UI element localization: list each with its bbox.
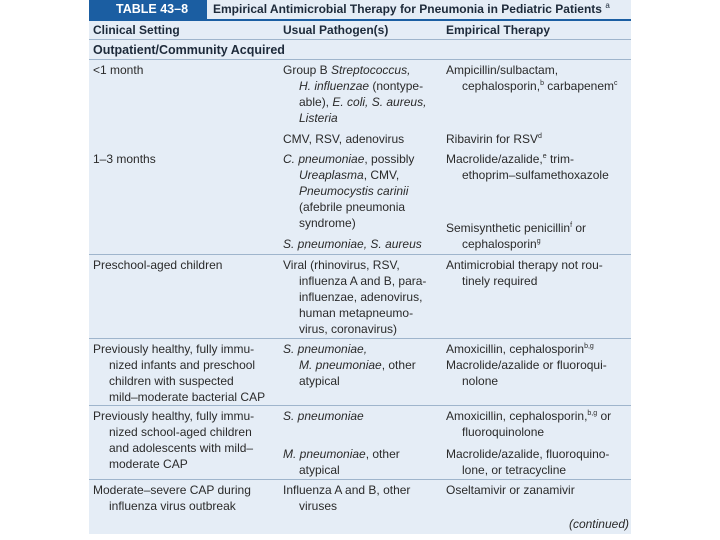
- column-header-setting: Clinical Setting: [93, 23, 180, 37]
- pathogen-text: atypical: [299, 374, 340, 388]
- therapy-cell: [446, 151, 609, 183]
- pathogen-text: viruses: [299, 499, 338, 513]
- pathogen-text: C. pneumoniae: [283, 152, 365, 166]
- table-title-text: Empirical Antimicrobial Therapy for Pneumonia in Pediatric Patients: [213, 2, 602, 16]
- setting-text: nized infants and preschool: [109, 358, 256, 372]
- column-header-pathogen: Usual Pathogen(s): [283, 23, 389, 37]
- continued-note: (continued): [568, 517, 629, 531]
- therapy-text: Ribavirin for RSV: [446, 132, 539, 146]
- row-divider: [89, 338, 631, 339]
- pathogen-cell: [283, 408, 364, 424]
- pathogen-text: virus, coronavirus): [299, 322, 398, 336]
- setting-cell: [93, 482, 251, 514]
- therapy-text: nolone: [462, 374, 499, 388]
- setting-text: children with suspected: [109, 374, 234, 388]
- therapy-text: Amoxicillin, cephalosporin,: [446, 409, 588, 423]
- pathogen-text: (afebrile pneumonia: [299, 200, 406, 214]
- pathogen-cell: [283, 341, 416, 389]
- setting-text: moderate CAP: [109, 457, 188, 471]
- setting-cell: 1–3 months: [93, 152, 156, 166]
- therapy-text: lone, or tetracycline: [462, 463, 567, 477]
- pathogen-text: Ureaplasma: [299, 168, 364, 182]
- pathogen-text: (nontype-: [369, 79, 424, 93]
- setting-text: and adolescents with mild–: [109, 441, 254, 455]
- row-divider: [89, 39, 631, 40]
- pathogen-text: , possibly: [364, 152, 415, 166]
- pathogen-cell: [283, 482, 410, 514]
- pathogen-cell: CMV, RSV, adenovirus: [283, 132, 405, 146]
- pathogen-text: Streptococcus,: [331, 63, 411, 77]
- pathogen-text: human metapneumo-: [299, 306, 414, 320]
- therapy-text: Ampicillin/sulbactam,: [446, 63, 559, 77]
- footnote-mark: b,g: [587, 410, 598, 417]
- therapy-text: Amoxicillin, cephalosporin: [446, 342, 585, 356]
- setting-text: Previously healthy, fully immu-: [93, 409, 255, 423]
- pathogen-text: influenzae, adenovirus,: [299, 290, 423, 304]
- therapy-text: tinely required: [462, 274, 538, 288]
- therapy-text: Macrolide/azalide,: [446, 152, 543, 166]
- pathogen-text: M. pneumoniae: [283, 447, 366, 461]
- setting-cell: Preschool-aged children: [93, 258, 223, 272]
- table-number: TABLE 43–8: [89, 0, 207, 19]
- pediatric-pneumonia-table: [89, 0, 631, 534]
- pathogen-cell: [283, 151, 414, 231]
- pathogen-text: Listeria: [299, 111, 338, 125]
- therapy-text: or: [597, 409, 612, 423]
- therapy-cell: [446, 62, 618, 94]
- footnote-mark: c: [614, 80, 618, 87]
- therapy-text: fluoroquinolone: [462, 425, 545, 439]
- therapy-cell: Oseltamivir or zanamivir: [446, 483, 575, 497]
- setting-cell: [93, 408, 254, 472]
- pathogen-text: S. pneumoniae,: [283, 342, 368, 356]
- section-heading: Outpatient/Community Acquired: [93, 43, 285, 57]
- therapy-text: cephalosporin: [462, 237, 537, 251]
- therapy-cell: [446, 257, 603, 289]
- therapy-cell: [446, 408, 611, 440]
- pathogen-text: , CMV,: [363, 168, 400, 182]
- therapy-text: or: [572, 221, 587, 235]
- table-title: [213, 0, 610, 19]
- therapy-cell: [446, 341, 607, 389]
- pathogen-text: Pneumocystis carinii: [299, 184, 409, 198]
- row-divider: [89, 405, 631, 406]
- pathogen-text: H. influenzae: [299, 79, 370, 93]
- column-header-therapy: Empirical Therapy: [446, 23, 551, 37]
- setting-text: influenza virus outbreak: [109, 499, 236, 513]
- setting-cell: <1 month: [93, 63, 144, 77]
- pathogen-text: syndrome): [299, 216, 356, 230]
- therapy-text: trim-: [546, 152, 574, 166]
- therapy-cell: [446, 131, 542, 147]
- pathogen-text: Viral (rhinovirus, RSV,: [283, 258, 400, 272]
- pathogen-text: S. pneumoniae: [283, 409, 364, 423]
- therapy-cell: [446, 220, 586, 252]
- pathogen-cell: [283, 62, 426, 126]
- setting-text: Moderate–severe CAP during: [93, 483, 251, 497]
- pathogen-text: E. coli, S. aureus,: [332, 95, 427, 109]
- pathogen-text: M. pneumoniae: [299, 358, 382, 372]
- footnote-mark: g: [536, 238, 541, 245]
- therapy-text: Macrolide/azalide or fluoroqui-: [446, 358, 607, 372]
- footnote-mark: b: [540, 80, 544, 87]
- therapy-text: cephalosporin,: [462, 79, 541, 93]
- setting-cell: [93, 341, 265, 405]
- pathogen-text: Group B: [283, 63, 332, 77]
- footnote-mark: b,g: [584, 343, 594, 350]
- therapy-text: ethoprim–sulfamethoxazole: [462, 168, 609, 182]
- pathogen-cell: [283, 236, 422, 252]
- therapy-text: Antimicrobial therapy not rou-: [446, 258, 603, 272]
- therapy-text: Semisynthetic penicillin: [446, 221, 571, 235]
- setting-text: mild–moderate bacterial CAP: [109, 390, 266, 404]
- pathogen-text: influenza A and B, para-: [299, 274, 427, 288]
- therapy-text: carbapenem: [543, 79, 615, 93]
- footnote-mark: f: [570, 222, 573, 229]
- pathogen-text: atypical: [299, 463, 340, 477]
- pathogen-cell: [283, 446, 400, 478]
- therapy-text: Macrolide/azalide, fluoroquino-: [446, 447, 610, 461]
- setting-text: Previously healthy, fully immu-: [93, 342, 255, 356]
- footnote-mark: e: [542, 153, 547, 160]
- pathogen-text: , other: [365, 447, 400, 461]
- pathogen-cell: [283, 257, 426, 337]
- footnote-mark: d: [538, 133, 542, 140]
- row-divider: [89, 59, 631, 60]
- row-divider: [89, 254, 631, 255]
- pathogen-text: Influenza A and B, other: [283, 483, 411, 497]
- setting-text: nized school-aged children: [109, 425, 252, 439]
- row-divider: [89, 479, 631, 480]
- pathogen-text: able),: [299, 95, 333, 109]
- table-title-footnote: a: [605, 1, 610, 10]
- table-title-bar: [89, 0, 631, 19]
- pathogen-text: , other: [381, 358, 416, 372]
- pathogen-text: S. pneumoniae, S. aureus: [283, 237, 422, 251]
- therapy-cell: [446, 446, 609, 478]
